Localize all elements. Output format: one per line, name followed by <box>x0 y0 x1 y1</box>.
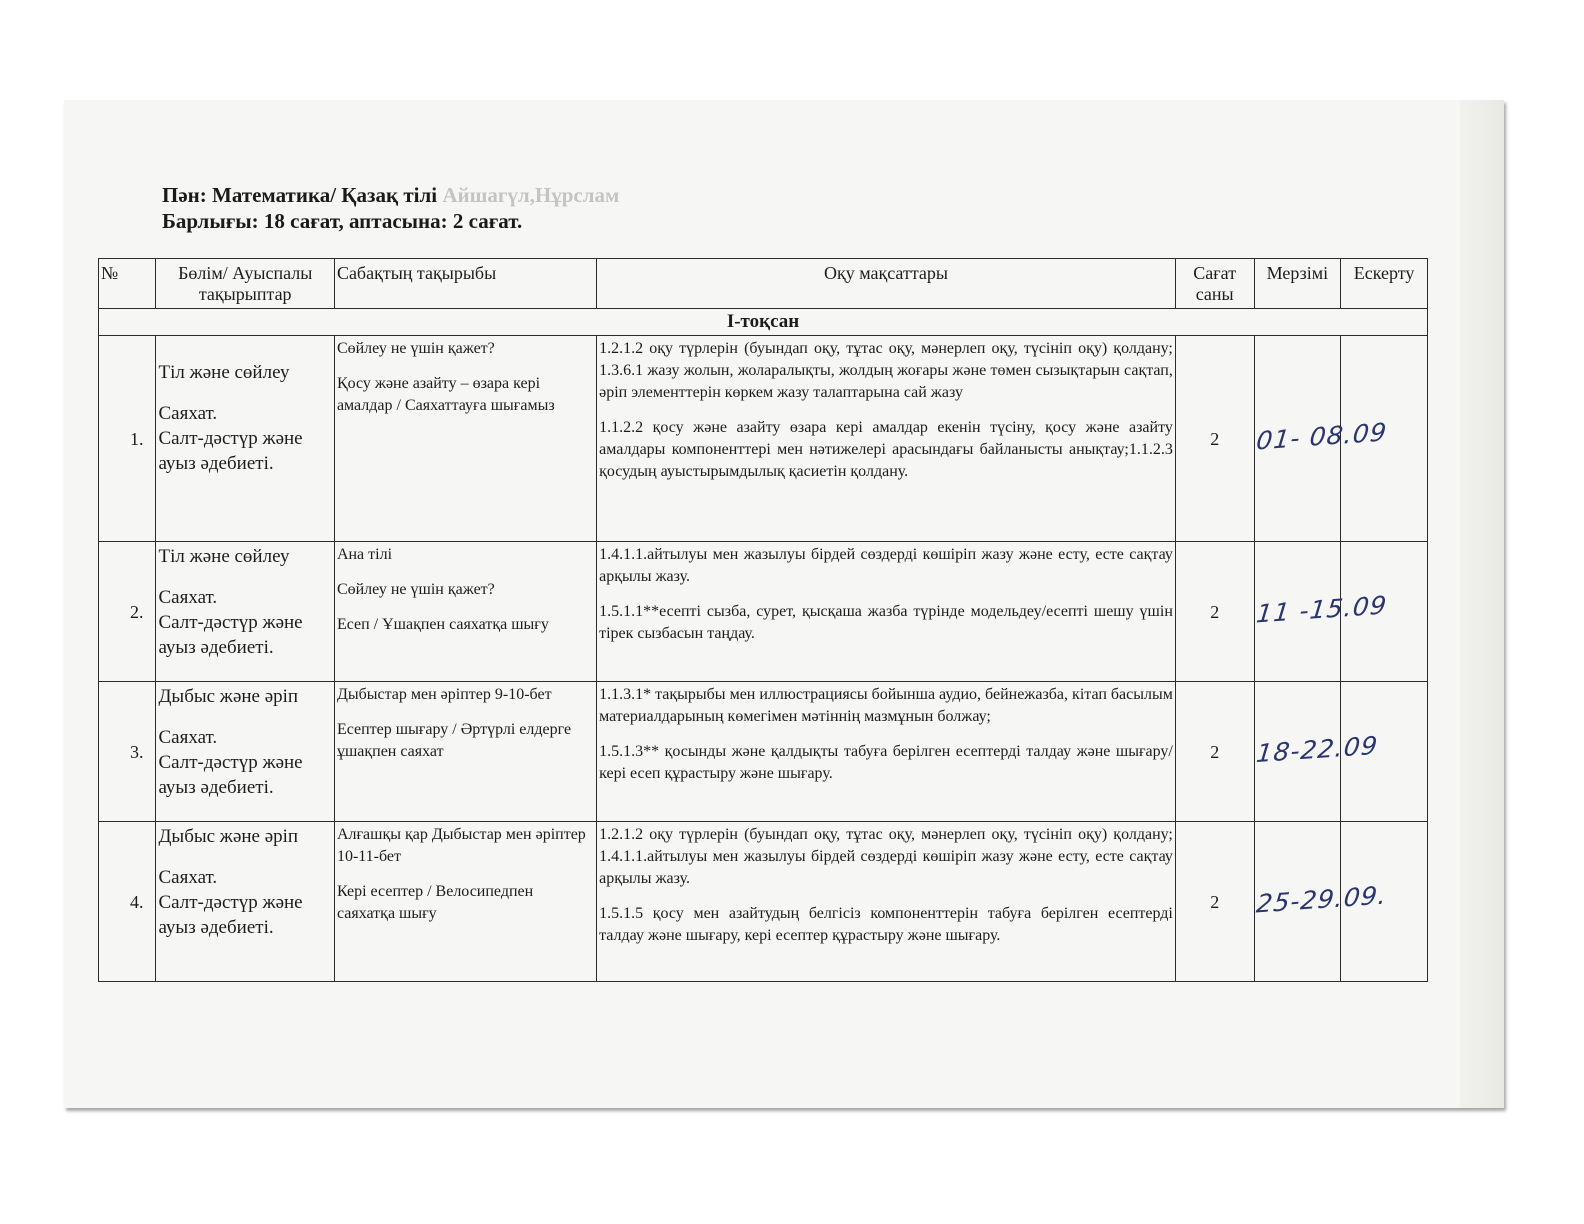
row-section: Тіл және сөйлеу Саяхат. Салт-дәстүр және ауыз әдебиеті. <box>156 336 334 542</box>
handwritten-date: 25-29.09. <box>1254 880 1389 918</box>
row-goals: 1.2.1.2 оқу түрлерін (буындап оқу, тұтас оқу, мәнерлеп оқу, түсініп оқу) қолдану; 1.3.6.1 жазу жолын, жоларалықты, жолдың жоғары және төмен сызықтарын сақтап, әріп элементтерін көркем жазу талаптарына сай жазу 1.1.2.2 қосу және азайту өзара кері амалдар екенін түсіну, қосу және азайту амалдары компоненттері мен нәтижелері арасындағы байланысты анықтау;1.1.2.3 қосудың ауыстырымдылық қасиетін қолдану. <box>597 336 1176 542</box>
col-header-note: Ескерту <box>1341 259 1428 309</box>
table-row <box>99 336 1428 542</box>
row-section: Тіл және сөйлеу Саяхат. Салт-дәстүр және ауыз әдебиеті. <box>156 542 334 682</box>
col-header-hours: Сағат саны <box>1175 259 1254 309</box>
row-goals: 1.1.3.1* тақырыбы мен иллюстрациясы бойынша аудио, бейнежазба, кітап басылым материалдарының көмегімен мәтіннің мазмұнын болжау; 1.5.1.3** қосынды және қалдықты табуға берілген есептерді талдау және шығару/кері есеп құрастыру және шығару. <box>597 682 1176 822</box>
row-goals: 1.2.1.2 оқу түрлерін (буындап оқу, тұтас оқу, мәнерлеп оқу, түсініп оқу) қолдану; 1.4.1.1.айтылуы мен жазылуы бірдей сөздерді көшіріп жазу және есту, есте сақтау арқылы жазу. 1.5.1.5 қосу мен азайтудың белгісіз компоненттерін табуға берілген есептерді талдау және шығару, кері есептер құрастыру және шығару. <box>597 822 1176 982</box>
row-number: 2. <box>99 542 156 682</box>
col-header-section: Бөлім/ Ауыспалы тақырыптар <box>156 259 334 309</box>
row-number: 4. <box>99 822 156 982</box>
document-heading <box>162 182 619 234</box>
row-date <box>1254 822 1389 982</box>
handwritten-date: 18-22.09 <box>1254 730 1380 768</box>
table-row <box>99 542 1428 682</box>
table-header-row <box>99 259 1428 309</box>
teacher-names: Айшагүл,Нұрслам <box>442 183 620 207</box>
row-topic: Дыбыстар мен әріптер 9-10-бет Есептер шығару / Әртүрлі елдерге ұшақпен саяхат <box>334 682 596 822</box>
handwritten-date: 01- 08.09 <box>1254 417 1389 455</box>
handwritten-date: 11 -15.09 <box>1254 590 1389 628</box>
row-topic: Алғашқы қар Дыбыстар мен әріптер 10-11-бет Кері есептер / Велосипедпен саяхатқа шығу <box>334 822 596 982</box>
subject-line: Пән: Математика/ Қазақ тілі Айшагүл,Нұрслам <box>162 183 620 207</box>
row-date <box>1254 542 1389 682</box>
row-number: 1. <box>99 336 156 542</box>
table-row <box>99 822 1428 982</box>
col-header-topic: Сабақтың тақырыбы <box>334 259 596 309</box>
paper-edge <box>1460 100 1504 1108</box>
col-header-goals: Оқу мақсаттары <box>597 259 1176 309</box>
row-goals: 1.4.1.1.айтылуы мен жазылуы бірдей сөздерді көшіріп жазу және есту, есте сақтау арқылы жазу. 1.5.1.1**есепті сызба, сурет, қысқаша жазба түрінде модельдеу/есепті шешу үшін тірек сызбасын таңдау. <box>597 542 1176 682</box>
col-header-number: № <box>99 259 156 309</box>
row-section: Дыбыс және әріп Саяхат. Салт-дәстүр және ауыз әдебиеті. <box>156 822 334 982</box>
quarter-row <box>99 309 1428 336</box>
row-topic: Сөйлеу не үшін қажет? Қосу және азайту – өзара кері амалдар / Саяхаттауға шығамыз <box>334 336 596 542</box>
row-hours: 2 <box>1175 336 1254 542</box>
row-topic: Ана тілі Сөйлеу не үшін қажет? Есеп / Ұшақпен саяхатқа шығу <box>334 542 596 682</box>
row-date <box>1254 682 1380 822</box>
row-hours: 2 <box>1175 682 1254 822</box>
quarter-label: I-тоқсан <box>99 309 1428 336</box>
row-hours: 2 <box>1175 542 1254 682</box>
hours-line: Барлығы: 18 сағат, аптасына: 2 сағат. <box>162 209 523 233</box>
row-number: 3. <box>99 682 156 822</box>
lesson-plan-table <box>98 258 1428 982</box>
col-header-date: Мерзімі <box>1254 259 1341 309</box>
row-date <box>1254 336 1389 542</box>
row-hours: 2 <box>1175 822 1254 982</box>
row-section: Дыбыс және әріп Саяхат. Салт-дәстүр және ауыз әдебиеті. <box>156 682 334 822</box>
table-row <box>99 682 1428 822</box>
